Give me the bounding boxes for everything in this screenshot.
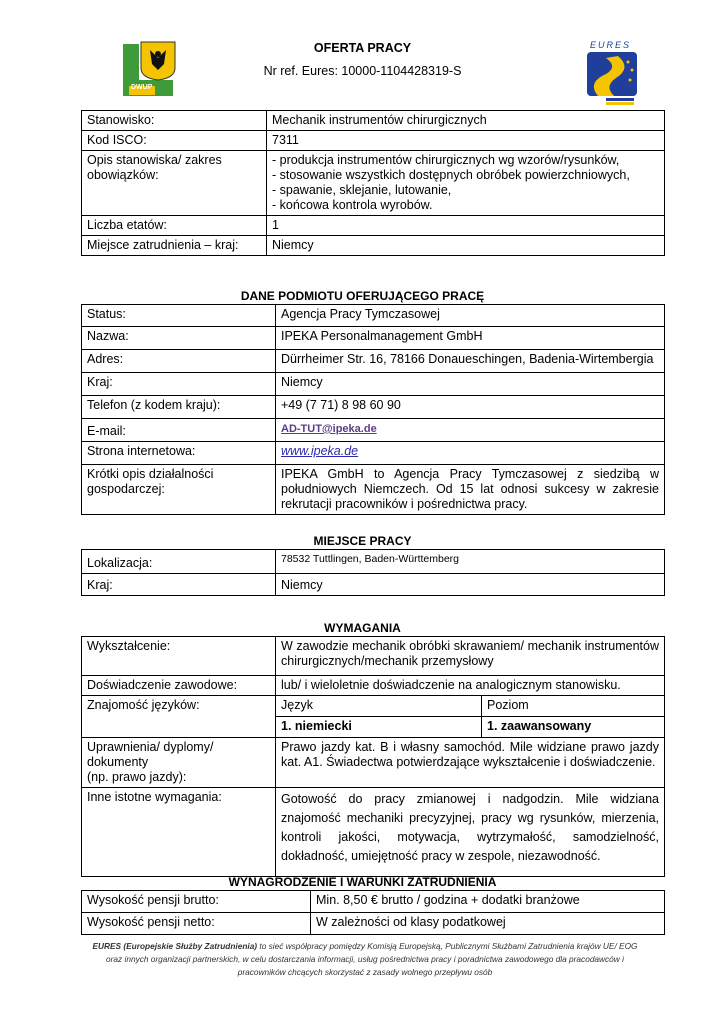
positions-count-label: Liczba etatów: — [82, 216, 267, 236]
language-value: 1. niemiecki — [276, 717, 482, 738]
email-cell — [276, 419, 665, 442]
table-row — [82, 738, 665, 788]
footer-line2: oraz innych organizacji partnerskich, w celu dostarczania informacji, usług pośrednictwa pracy i poradnictwa zawodowego dla pracodawców i — [106, 954, 624, 964]
licenses-label — [82, 738, 276, 788]
footer-line3: pracowników chcących skorzystać z zasady wolnego przepływu osób — [237, 967, 493, 977]
language-header: Język — [276, 696, 482, 717]
eures-logo-text: EURES — [590, 40, 632, 50]
table-row — [82, 327, 665, 350]
licenses-label-line2: (np. prawo jazdy): — [87, 770, 187, 784]
table-row — [82, 373, 665, 396]
table-row — [82, 350, 665, 373]
reference-number: Nr ref. Eures: 10000-1104428319-S — [263, 64, 462, 78]
website-link[interactable]: www.ipeka.de — [281, 444, 359, 458]
languages-label: Znajomość języków: — [82, 696, 276, 738]
address-value: Dürrheimer Str. 16, 78166 Donaueschingen, Badenia-Wirtembergia — [276, 350, 665, 373]
status-value: Agencja Pracy Tymczasowej — [276, 305, 665, 327]
business-description-label: Krótki opis działalności gospodarczej: — [82, 465, 276, 515]
workplace-country-label: Miejsce zatrudnienia – kraj: — [82, 236, 267, 256]
location-value: 78532 Tuttlingen, Baden-Württemberg — [276, 550, 665, 574]
workplace-country-value: Niemcy — [267, 236, 665, 256]
table-row — [82, 305, 665, 327]
level-header: Poziom — [482, 696, 665, 717]
table-row — [82, 550, 665, 574]
net-salary-value: W zależności od klasy podatkowej — [311, 913, 665, 935]
employer-section-title: DANE PODMIOTU OFERUJĄCEGO PRACĘ — [240, 289, 485, 303]
table-row — [82, 151, 665, 216]
country-label: Kraj: — [82, 373, 276, 396]
workplace-country-label-2: Kraj: — [82, 574, 276, 596]
phone-value: +49 (7 71) 8 98 60 90 — [276, 396, 665, 419]
licenses-label-line1: Uprawnienia/ dyplomy/ dokumenty — [87, 740, 214, 769]
positions-count-value: 1 — [267, 216, 665, 236]
name-value: IPEKA Personalmanagement GmbH — [276, 327, 665, 350]
other-requirements-label: Inne istotne wymagania: — [82, 788, 276, 877]
dwup-logo-text: DWUP — [131, 84, 153, 91]
offer-table — [81, 110, 665, 256]
footer-eures-bold: EURES (Europejskie Służby Zatrudnienia) — [92, 941, 258, 951]
gross-salary-value: Min. 8,50 € brutto / godzina + dodatki branżowe — [311, 891, 665, 913]
website-cell — [276, 442, 665, 465]
table-row — [82, 216, 665, 236]
requirements-section-title: WYMAGANIA — [324, 621, 401, 635]
duties-value: - produkcja instrumentów chirurgicznych wg wzorów/rysunków, - stosowanie wszystkich dostępnych obróbek powierzchniowych, - spawanie, sklejanie, lutowanie, - końcowa kontrola wyrobów. — [267, 151, 665, 216]
footer-note — [70, 940, 660, 979]
table-row — [82, 891, 665, 913]
page-title: OFERTA PRACY — [313, 41, 412, 55]
workplace-table — [81, 549, 665, 596]
education-label: Wykształcenie: — [82, 637, 276, 676]
table-row — [82, 442, 665, 465]
requirements-table — [81, 636, 665, 877]
workplace-country-value-2: Niemcy — [276, 574, 665, 596]
salary-section-title: WYNAGRODZENIE I WARUNKI ZATRUDNIENIA — [228, 875, 497, 889]
table-row — [82, 236, 665, 256]
table-row — [82, 465, 665, 515]
experience-label: Doświadczenie zawodowe: — [82, 676, 276, 696]
isco-value: 7311 — [267, 131, 665, 151]
email-link[interactable]: AD-TUT@ipeka.de — [281, 423, 377, 435]
email-label: E-mail: — [82, 419, 276, 442]
table-row — [82, 111, 665, 131]
table-row — [82, 419, 665, 442]
workplace-section-title: MIEJSCE PRACY — [313, 534, 412, 548]
table-row — [82, 637, 665, 676]
table-row — [82, 574, 665, 596]
table-row — [82, 396, 665, 419]
phone-label: Telefon (z kodem kraju): — [82, 396, 276, 419]
employer-table — [81, 304, 665, 515]
business-description-value: IPEKA GmbH to Agencja Pracy Tymczasowej z siedzibą w południowych Niemczech. Od 15 lat odnosi sukcesy w zakresie rekrutacji pracowników i pośrednictwa pracy. — [276, 465, 665, 515]
isco-label: Kod ISCO: — [82, 131, 267, 151]
position-label: Stanowisko: — [82, 111, 267, 131]
website-label: Strona internetowa: — [82, 442, 276, 465]
status-label: Status: — [82, 305, 276, 327]
net-salary-label: Wysokość pensji netto: — [82, 913, 311, 935]
country-value: Niemcy — [276, 373, 665, 396]
experience-value: lub/ i wieloletnie doświadczenie na analogicznym stanowisku. — [276, 676, 665, 696]
gross-salary-label: Wysokość pensji brutto: — [82, 891, 311, 913]
licenses-value: Prawo jazdy kat. B i własny samochód. Mile widziane prawo jazdy kat. A1. Świadectwa potwierdzające wykształcenie i doświadczenie. — [276, 738, 665, 788]
footer-line1: to sieć współpracy pomiędzy Komisją Europejską, Publicznymi Służbami Zatrudnienia krajów UE/ EOG — [257, 941, 638, 951]
table-row — [82, 676, 665, 696]
location-label: Lokalizacja: — [82, 550, 276, 574]
education-value: W zawodzie mechanik obróbki skrawaniem/ mechanik instrumentów chirurgicznych/mechanik przemysłowy — [276, 637, 665, 676]
name-label: Nazwa: — [82, 327, 276, 350]
table-row — [82, 696, 665, 717]
table-row — [82, 131, 665, 151]
duties-label: Opis stanowiska/ zakres obowiązków: — [82, 151, 267, 216]
level-value: 1. zaawansowany — [482, 717, 665, 738]
position-value: Mechanik instrumentów chirurgicznych — [267, 111, 665, 131]
other-requirements-value: Gotowość do pracy zmianowej i nadgodzin. Mile widziana znajomość mechaniki precyzyjnej, pracy wg rysunków, mierzenia, kontroli jakości, motywacja, wytrzymałość, samodzielność, dokładność, umiejętność pracy w zespole, niezawodność. — [276, 788, 665, 877]
table-row — [82, 788, 665, 877]
salary-table — [81, 890, 665, 935]
table-row — [82, 913, 665, 935]
address-label: Adres: — [82, 350, 276, 373]
